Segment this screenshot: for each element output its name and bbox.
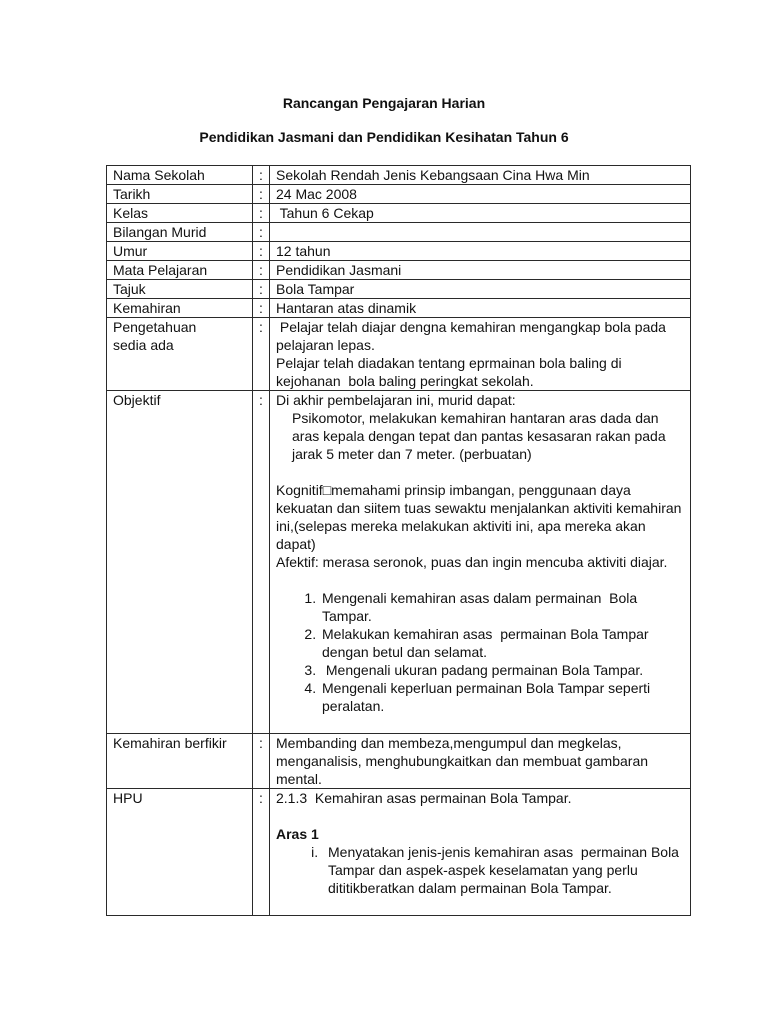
row-tarikh bbox=[107, 185, 691, 204]
row-pengetahuan-sedia-ada bbox=[107, 318, 691, 391]
label-mata-pelajaran: Mata Pelajaran bbox=[107, 261, 253, 280]
objektif-list bbox=[276, 589, 684, 715]
label-bilangan-murid: Bilangan Murid bbox=[107, 223, 253, 242]
row-umur bbox=[107, 242, 691, 261]
separator: : bbox=[253, 242, 270, 261]
separator: : bbox=[253, 734, 270, 789]
row-tajuk bbox=[107, 280, 691, 299]
objektif-psikomotor-text: Psikomotor, melakukan kemahiran hantaran aras dada dan aras kepala dengan tepat dan pantas kesasaran rakan pada jarak 5 meter dan 7 meter. (perbuatan) bbox=[292, 410, 666, 462]
label-objektif: Objektif bbox=[107, 391, 253, 734]
row-hpu bbox=[107, 789, 691, 916]
separator: : bbox=[253, 789, 270, 916]
value-mata-pelajaran: Pendidikan Jasmani bbox=[270, 261, 691, 280]
label-tarikh: Tarikh bbox=[107, 185, 253, 204]
value-umur: 12 tahun bbox=[270, 242, 691, 261]
row-objektif bbox=[107, 391, 691, 734]
separator: : bbox=[253, 391, 270, 734]
value-hpu-cell bbox=[270, 789, 691, 916]
value-bilangan-murid bbox=[270, 223, 691, 242]
separator: : bbox=[253, 223, 270, 242]
row-kemahiran-berfikir bbox=[107, 734, 691, 789]
label-kemahiran-berfikir: Kemahiran berfikir bbox=[107, 734, 253, 789]
label-umur: Umur bbox=[107, 242, 253, 261]
separator: : bbox=[253, 204, 270, 223]
row-nama-sekolah bbox=[107, 166, 691, 185]
value-kelas: Tahun 6 Cekap bbox=[270, 204, 691, 223]
label-pengetahuan-line2: sedia ada bbox=[113, 337, 174, 353]
spacer bbox=[276, 463, 684, 481]
label-hpu: HPU bbox=[107, 789, 253, 916]
objektif-item: 2. Melakukan kemahiran asas permainan Bola Tampar dengan betul dan selamat. bbox=[320, 625, 684, 661]
value-kemahiran: Hantaran atas dinamik bbox=[270, 299, 691, 318]
value-nama-sekolah: Sekolah Rendah Jenis Kebangsaan Cina Hwa Min bbox=[270, 166, 691, 185]
row-bilangan-murid bbox=[107, 223, 691, 242]
pengetahuan-para-1: Pelajar telah diajar dengna kemahiran mengangkap bola pada pelajaran lepas. bbox=[276, 319, 670, 353]
row-kemahiran bbox=[107, 299, 691, 318]
separator: : bbox=[253, 166, 270, 185]
objektif-psikomotor bbox=[276, 409, 684, 463]
document-subtitle: Pendidikan Jasmani dan Pendidikan Kesihatan Tahun 6 bbox=[199, 129, 569, 145]
pengetahuan-para-2: Pelajar telah diadakan tentang eprmainan bola baling di kejohanan bola baling peringkat sekolah. bbox=[276, 355, 626, 389]
separator: : bbox=[253, 299, 270, 318]
hpu-code: 2.1.3 Kemahiran asas permainan Bola Tampar. bbox=[276, 790, 572, 806]
row-kelas bbox=[107, 204, 691, 223]
value-pengetahuan-cell bbox=[270, 318, 691, 391]
row-mata-pelajaran bbox=[107, 261, 691, 280]
lesson-plan-table bbox=[106, 165, 691, 916]
label-tajuk: Tajuk bbox=[107, 280, 253, 299]
separator: : bbox=[253, 185, 270, 204]
hpu-item: i. Menyatakan jenis-jenis kemahiran asas permainan Bola Tampar dan aspek-aspek keselamatan yang perlu dititikberatkan dalam permainan Bola Tampar. bbox=[322, 843, 684, 897]
document-title: Rancangan Pengajaran Harian bbox=[282, 95, 486, 111]
label-pengetahuan-line1: Pengetahuan bbox=[113, 319, 197, 335]
value-tarikh: 24 Mac 2008 bbox=[270, 185, 691, 204]
label-nama-sekolah: Nama Sekolah bbox=[107, 166, 253, 185]
label-kemahiran: Kemahiran bbox=[107, 299, 253, 318]
objektif-item: 1. Mengenali kemahiran asas dalam permainan Bola Tampar. bbox=[320, 589, 684, 625]
spacer bbox=[276, 807, 684, 825]
separator: : bbox=[253, 280, 270, 299]
objektif-item: 4. Mengenali keperluan permainan Bola Tampar seperti peralatan. bbox=[320, 679, 684, 715]
separator: : bbox=[253, 261, 270, 280]
label-kelas: Kelas bbox=[107, 204, 253, 223]
spacer bbox=[276, 571, 684, 589]
value-objektif-cell bbox=[270, 391, 691, 734]
hpu-list bbox=[276, 843, 684, 897]
value-tajuk: Bola Tampar bbox=[270, 280, 691, 299]
label-pengetahuan-cell bbox=[107, 318, 253, 391]
objektif-kognitif: Kognitif□memahami prinsip imbangan, penggunaan daya kekuatan dan siitem tuas sewaktu menjalankan aktiviti kemahiran ini,(selepas mereka melakukan aktiviti ini, apa mereka akan dapat) bbox=[276, 482, 682, 552]
objektif-intro: Di akhir pembelajaran ini, murid dapat: bbox=[276, 392, 516, 408]
objektif-item: 3. Mengenali ukuran padang permainan Bola Tampar. bbox=[320, 661, 684, 679]
separator: : bbox=[253, 318, 270, 391]
objektif-afektif: Afektif: merasa seronok, puas dan ingin mencuba aktiviti diajar. bbox=[276, 554, 668, 570]
hpu-aras-heading: Aras 1 bbox=[276, 826, 319, 842]
value-kemahiran-berfikir: Membanding dan membeza,mengumpul dan megkelas, menganalisis, menghubungkaitkan dan membuat gambaran mental. bbox=[270, 734, 691, 789]
